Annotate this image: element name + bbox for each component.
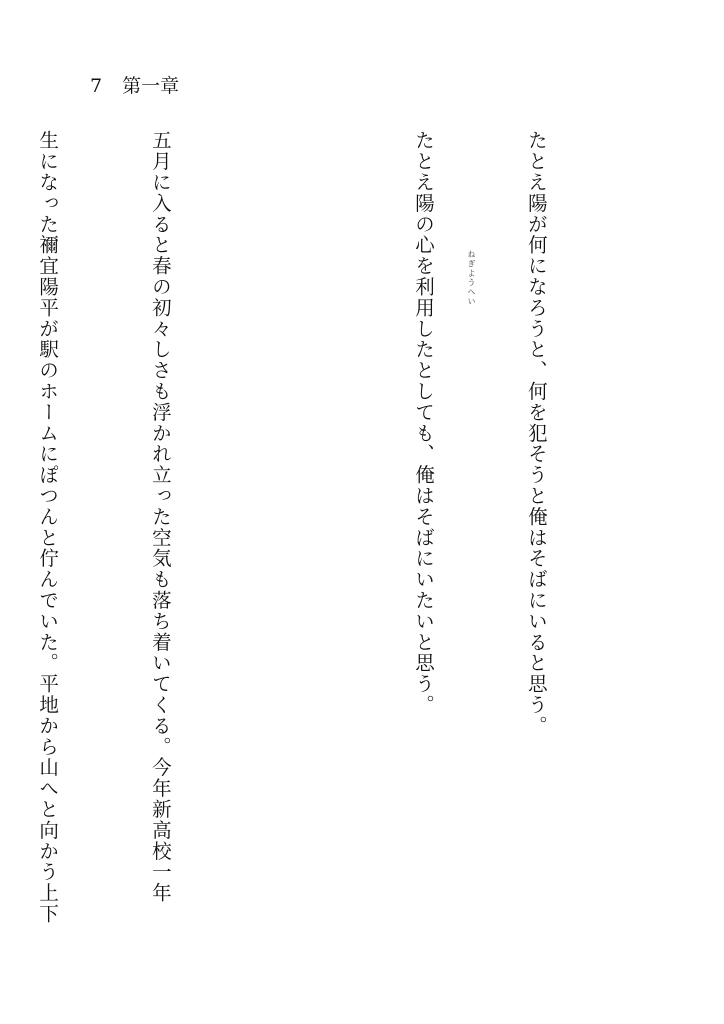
ruby-reading: ねぎようへい <box>467 250 476 307</box>
vertical-text-block <box>0 130 630 950</box>
chapter-title: 第一章 <box>122 75 180 97</box>
text-line: たとえ陽が何になろうと、何を犯そうと俺はそばにいると思う。 <box>524 130 548 737</box>
text-line: 生になった禰宜陽平が駅のホームにぽつんと佇んでいた。平地から山へと向かう上下 <box>36 130 60 925</box>
page-number: 7 <box>90 75 103 97</box>
text-line: たとえ陽の心を利用したとしても、俺はそばにいたいと思う。 <box>412 130 436 716</box>
text-line: 五月に入ると春の初々しさも浮かれ立った空気も落ち着いてくる。今年新高校一年 <box>148 130 172 904</box>
page-header <box>90 74 179 98</box>
blank-line <box>292 130 330 950</box>
